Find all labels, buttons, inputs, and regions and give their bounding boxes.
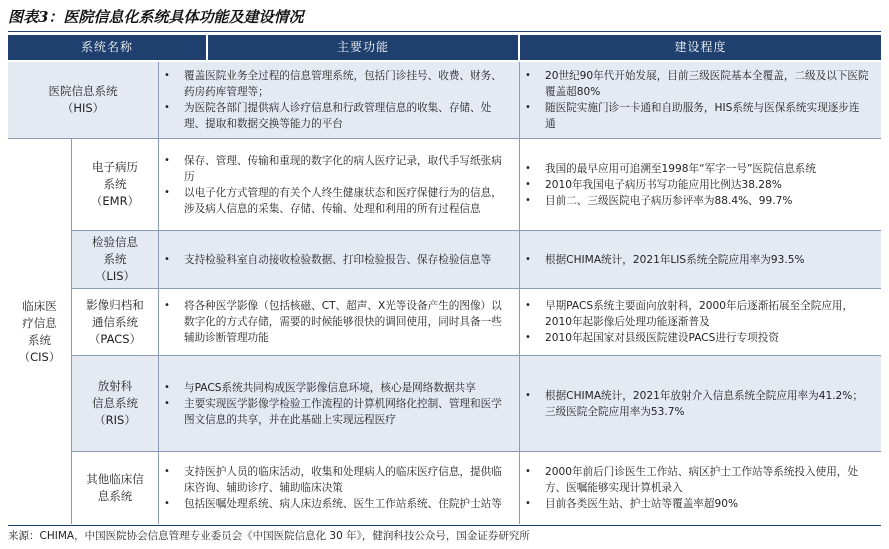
list-item: • 覆盖医院业务全过程的信息管理系统，包括门诊挂号、收费、财务、药房药库管理等；	[160, 68, 509, 100]
list-item: • 支持医护人员的临床活动，收集和处理病人的临床医疗信息，提供临床咨询、辅助诊疗、辅助临床决策	[160, 464, 509, 496]
emr-functions	[160, 139, 517, 230]
list-item: • 与PACS系统共同构成医学影像信息环境，核心是网络数据共享	[160, 380, 509, 396]
header-main-function: 主要功能	[208, 35, 518, 60]
figure-title: 图表3：医院信息化系统具体功能及建设情况	[8, 8, 304, 26]
lis-name: 检验信息 系统 （LIS）	[92, 235, 138, 283]
list-item: • 2010年我国电子病历书写功能应用比例达38.28%	[521, 177, 869, 193]
ris-functions	[160, 356, 517, 451]
list-item: • 20世纪90年代开始发展，目前三级医院基本全覆盖，二级及以下医院覆盖超80%	[521, 68, 869, 100]
list-item: • 为医院各部门提供病人诊疗信息和行政管理信息的收集、存储、处理、提取和数据交换等能力的平台	[160, 100, 509, 132]
bottom-rule	[8, 525, 881, 526]
his-functions	[160, 62, 517, 138]
list-item: • 2010年起国家对县级医院建设PACS进行专项投资	[521, 330, 869, 346]
other-cis-progress	[521, 452, 879, 524]
list-item: • 根据CHIMA统计，2021年放射介入信息系统全院应用率为41.2%；三级医院全院应用率为53.7%	[521, 388, 869, 420]
list-item: • 我国的最早应用可追溯至1998年“军字一号”医院信息系统	[521, 161, 869, 177]
header-progress: 建设程度	[520, 35, 881, 60]
list-item: • 2000年前后门诊医生工作站、病区护士工作站等系统投入使用，处方、医嘱能够实现计算机录入	[521, 464, 869, 496]
list-item: • 目前各类医生站、护士站等覆盖率超90%	[521, 496, 869, 512]
grid-line	[519, 62, 520, 524]
list-item: • 根据CHIMA统计，2021年LIS系统全院应用率为93.5%	[521, 252, 869, 268]
list-item: • 随医院实施门诊一卡通和自助服务，HIS系统与医保系统实现逐步连通	[521, 100, 869, 132]
his-progress	[521, 62, 879, 138]
grid-line	[158, 62, 159, 138]
his-name: 医院信息系统 （HIS）	[48, 84, 118, 115]
header-system-name: 系统名称	[8, 35, 206, 60]
list-item: • 主要实现医学影像学检验工作流程的计算机网络化控制、管理和医学图文信息的共享，并在此基础上实现远程医疗	[160, 396, 509, 428]
list-item: • 目前二、三级医院电子病历参评率为88.4%、99.7%	[521, 193, 869, 209]
lis-functions	[160, 231, 517, 288]
source-note: 来源：CHIMA，中国医院协会信息管理专业委员会《中国医院信息化 30 年》，健润科技公众号，国金证券研究所	[8, 530, 530, 542]
list-item: • 支持检验科室自动接收检验数据、打印检验报告、保存检验信息等	[160, 252, 509, 268]
cis-name: 临床医 疗信息 系统 （CIS）	[18, 298, 61, 364]
list-item: • 早期PACS系统主要面向放射科，2000年后逐渐拓展至全院应用，2010年起影像后处理功能逐渐普及	[521, 298, 869, 330]
pacs-progress	[521, 289, 879, 355]
title-rule	[8, 31, 881, 32]
list-item: • 将各种医学影像（包括核磁、CT、超声、X光等设备产生的图像）以数字化的方式存储，需要的时候能够很快的调回使用，同时具备一些辅助诊断管理功能	[160, 298, 509, 346]
list-item: • 包括医嘱处理系统、病人床边系统、医生工作站系统、住院护士站等	[160, 496, 509, 512]
lis-progress	[521, 231, 879, 288]
emr-progress	[521, 139, 879, 230]
pacs-functions	[160, 289, 517, 355]
ris-progress	[521, 356, 879, 451]
ris-name: 放射科 信息系统 （RIS）	[92, 379, 138, 427]
other-cis-name: 其他临床信 息系统	[86, 472, 144, 503]
other-cis-functions	[160, 452, 517, 524]
list-item: • 保存、管理、传输和重现的数字化的病人医疗记录，取代手写纸张病历	[160, 153, 509, 185]
list-item: • 以电子化方式管理的有关个人终生健康状态和医疗保健行为的信息，涉及病人信息的采集、存储、传输、处理和利用的所有过程信息	[160, 185, 509, 217]
grid-line	[158, 139, 159, 524]
emr-name: 电子病历 系统 （EMR）	[90, 160, 140, 208]
pacs-name: 影像归档和 通信系统 （PACS）	[86, 297, 144, 346]
